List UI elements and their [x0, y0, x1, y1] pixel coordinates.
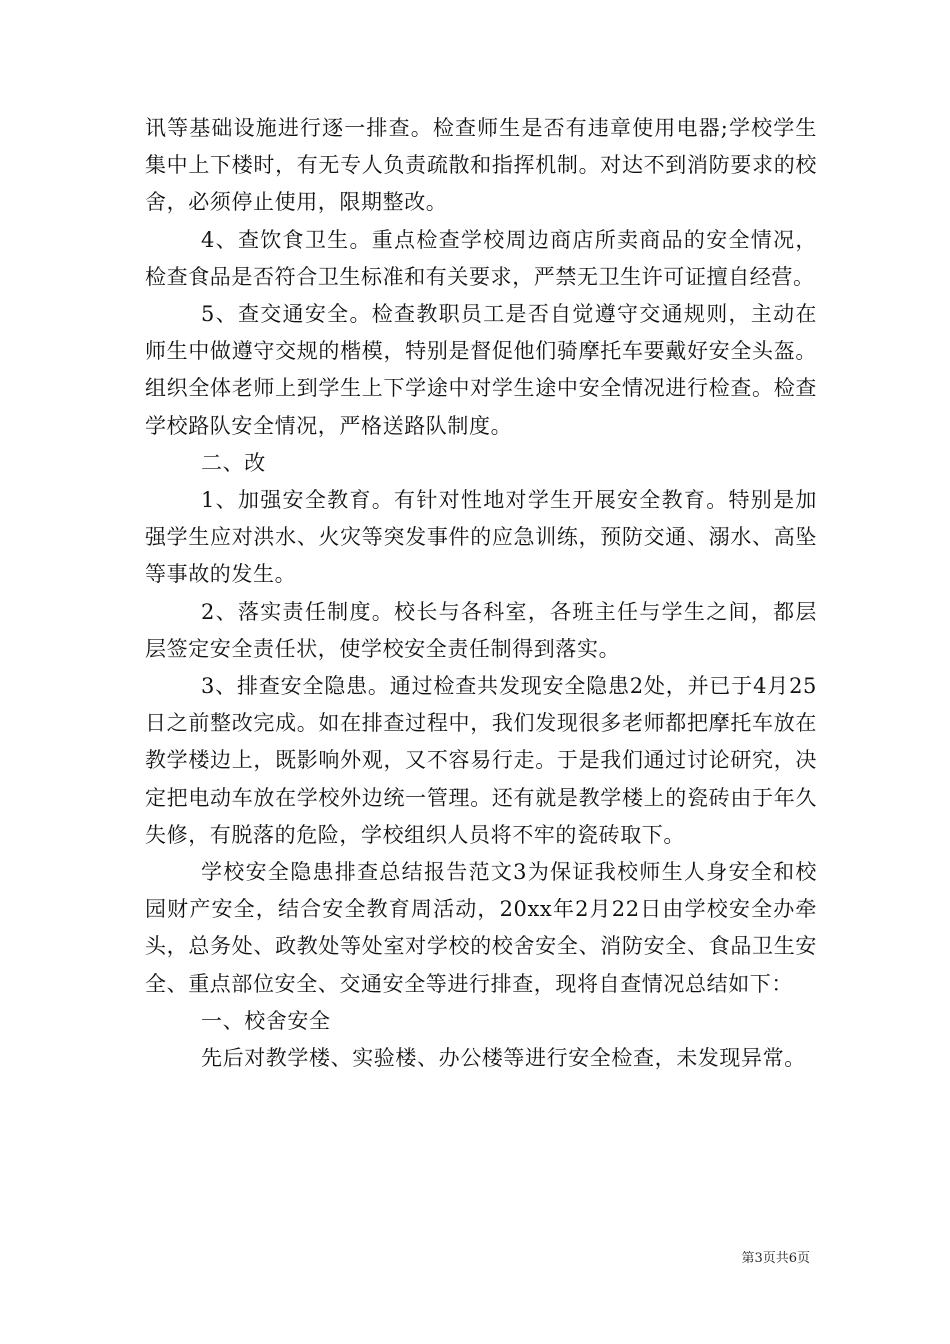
- paragraph-food-hygiene: 4、查饮食卫生。重点检查学校周边商店所卖商品的安全情况，检查食品是否符合卫生标准和有关要求，严禁无卫生许可证擅自经营。: [145, 227, 817, 289]
- section-heading-reform: 二、改: [201, 450, 266, 475]
- paragraph-hazard-check: 3、排查安全隐患。通过检查共发现安全隐患2处，并已于4月25日之前整改完成。如在排查过程中，我们发现很多老师都把摩托车放在教学楼边上，既影响外观，又不容易行走。于是我们通过讨论研究，决定把电动车放在学校外边统一管理。还有就是教学楼上的瓷砖由于年久失修，有脱落的危险，学校组织人员将不牢的瓷砖取下。: [145, 674, 817, 847]
- paragraph-report-sample-3: 学校安全隐患排查总结报告范文3为保证我校师生人身安全和校园财产安全，结合安全教育周活动，20xx年2月22日由学校安全办牵头，总务处、政教处等处室对学校的校舍安全、消防安全、食品卫生安全、重点部位安全、交通安全等进行排查，现将自查情况总结如下：: [145, 860, 817, 996]
- paragraph-traffic-safety: 5、查交通安全。检查教职员工是否自觉遵守交通规则，主动在师生中做遵守交规的楷模，特别是督促他们骑摩托车要戴好安全头盔。组织全体老师上到学生上下学途中对学生途中安全情况进行检查。检查学校路队安全情况，严格送路队制度。: [145, 302, 817, 438]
- document-body: [145, 110, 817, 1077]
- paragraph-safety-education: 1、加强安全教育。有针对性地对学生开展安全教育。特别是加强学生应对洪水、火灾等突发事件的应急训练，预防交通、溺水、高坠等事故的发生。: [145, 488, 817, 587]
- paragraph-responsibility: 2、落实责任制度。校长与各科室，各班主任与学生之间，都层层签定安全责任状，使学校安全责任制得到落实。: [145, 599, 817, 661]
- paragraph-building-inspection: 先后对教学楼、实验楼、办公楼等进行安全检查，未发现异常。: [201, 1046, 806, 1071]
- paragraph-continuation: 讯等基础设施进行逐一排查。检查师生是否有违章使用电器;学校学生集中上下楼时，有无专人负责疏散和指挥机制。对达不到消防要求的校舍，必须停止使用，限期整改。: [145, 116, 817, 215]
- section-heading-building-safety: 一、校舍安全: [201, 1008, 331, 1033]
- page-number: 第3页共6页: [741, 1251, 810, 1266]
